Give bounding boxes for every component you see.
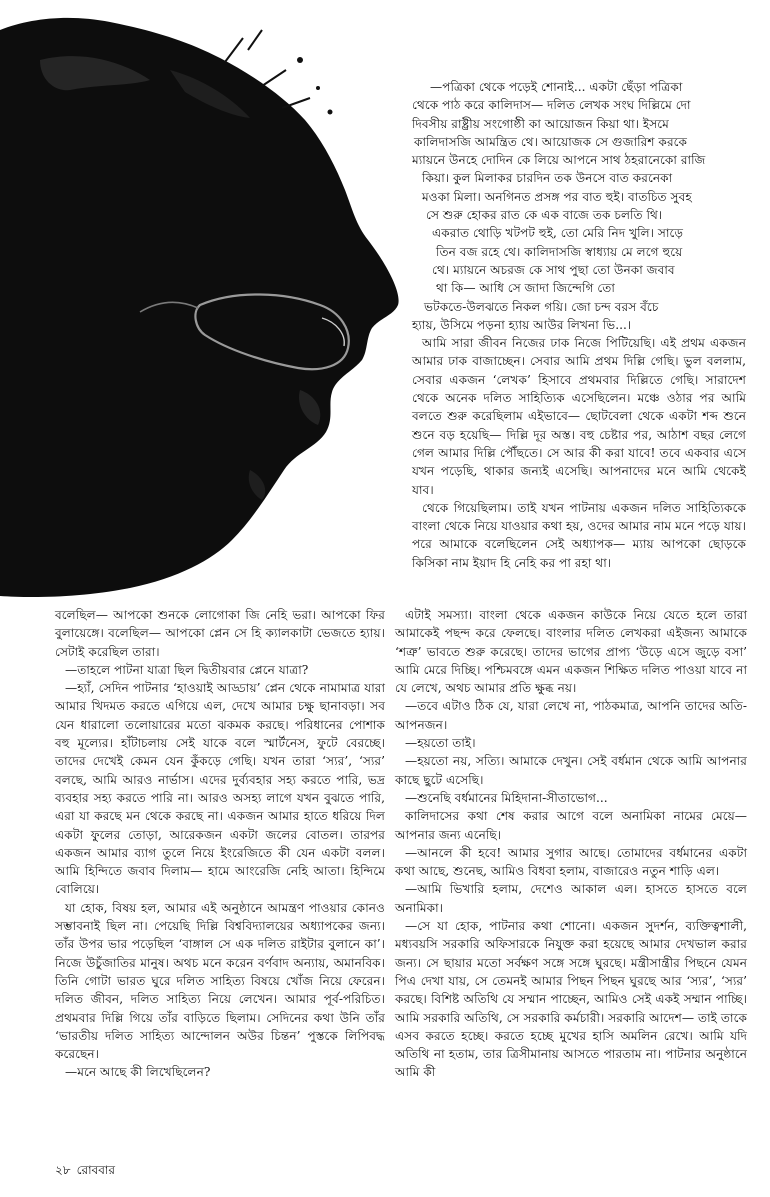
text-line: কিয়া। কুল মিলাকর চারদিন তক উনসে বাত করনেকা — [422, 171, 673, 186]
text-line: ম্যায়নে উনহে দোদিন কে লিয়ে আপনে সাথ ঠহরানেকো রাজি — [412, 153, 706, 168]
paragraph: —আমি ভিখারি হলাম, দেশেও আকাল এল। হাসতে হাসতে বলে অনামিকা। — [395, 882, 747, 915]
paragraph: —মনে আছে কী লিখেছিলেন? — [65, 1065, 211, 1080]
text-line: সে শুরু হোকর রাত কে এক বাজে তক চলতি থি। — [426, 208, 663, 223]
text-line: তিন বজ রহে থে। কালিদাসজি স্বাধ্যায় মে লগে হুয়ে — [436, 244, 683, 259]
article-column-left — [55, 606, 385, 1082]
magazine-name: রোববার — [76, 1163, 115, 1177]
paragraph: —সে যা হোক, পাটনার কথা শোনো। একজন সুদর্শন, ব্যক্তিত্বশালী, মধ্যবয়সি সরকারি অফিসারকে নিযুক্ত করা হয়েছে আমার দেখভাল করার জন্য। সে ছায়ার মতো সর্বক্ষণ সঙ্গে সঙ্গে ঘুরছে। মন্ত্রীসান্ত্রীর পিছনে যেমন পিএ দেখা যায়, সে তেমনই আমার পিছন পিছন ঘুরছে আর ‘স্যর’, ‘স্যর’ করছে। বিশিষ্ট অতিথি যে সম্মান পাচ্ছেন, আমিও সেই একই সম্মান পাচ্ছি। আমি সরকারি অতিথি, সে সরকারি কর্মচারী। সরকারি আদেশ— তাই তাকে এসব করতে হচ্ছে। করতে হচ্ছে মুখের হাসি অমলিন রেখে। আমি যদি অতিথি না হতাম, তার ত্রিসীমানায় আসতে পারতাম না। পাটনার অনুষ্ঠানে আমি কী — [395, 919, 747, 1080]
paragraph: —আনলে কী হবে! আমার সুগার আছে। তোমাদের বর্ধমানের একটা কথা আছে, শুনেছ, আমিও বিধবা হলাম, বাজারেও নতুন শাড়ি এল। — [395, 845, 747, 879]
paragraph: থেকে গিয়েছিলাম। তাই যখন পাটনায় একজন দলিত সাহিত্যিককে বাংলা থেকে নিয়ে যাওয়ার কথা হয়, ওদের আমার নাম মনে পড়ে যায়। পরে আমাকে বলেছিলেন সেই অধ্যাপক— ম্যায় আপকো ছোড়কে কিসিকা নাম ইয়াদ হি নেহি কর পা রহা থা। — [412, 500, 746, 570]
paragraph: —হয়তো তাই। — [405, 736, 476, 751]
paragraph: বলেছিল— আপকো শুনকে লোগোকা জি নেহি ভরা। আপকো ফির বুলায়েঙ্গে। বলেছিল— আপকো প্লেন সে হি ক্যালকাটা ভেজতে হ্যায়। সেটাই করেছিল তারা। — [55, 608, 385, 659]
text-line: থে। ম্যায়নে অচরজ কে সাথ পুছা তো উনকা জবাব — [432, 262, 675, 277]
text-line: মওকা মিলা। অনগিনত প্রসঙ্গ পর বাত হুই। বাতচিত সুবহ — [422, 189, 692, 204]
text-line: দিবসীয় রাষ্ট্রীয় সংগোষ্ঠী কা আয়োজন কিয়া থা। ইসমে — [412, 116, 669, 131]
text-line: কালিদাসজি আমন্ত্রিত থে। আয়োজক সে গুজারিশ করকে — [414, 134, 688, 149]
paragraph: —তাহলে পাটনা যাত্রা ছিল দ্বিতীয়বার প্লেনে যাত্রা? — [65, 662, 309, 677]
text-line: থা কি— আধি সে জাদা জিন্দেগি তো — [436, 281, 615, 296]
paragraph: —শুনেছি বর্ধমানের মিহিদানা-সীতাভোগ... — [405, 790, 608, 805]
shaped-paragraph-quote — [412, 78, 746, 334]
text-line: —পত্রিকা থেকে পড়েই শোনাই... একটা ছেঁড়া পত্রিকা — [430, 80, 683, 94]
text-line: হ্যায়, উসিমে পড়না হ্যায় আউর লিখনা ভি...। — [412, 317, 632, 332]
text-line: একরাত থোড়ি খটপট হুই, তো মেরি নিদ খুলি। সাড়ে — [432, 226, 684, 241]
paragraph: এটাই সমস্যা। বাংলা থেকে একজন কাউকে নিয়ে যেতে হলে তারা আমাকেই পছন্দ করে ফেলছে। বাংলার দলিত লেখকরা এইজন্য আমাকে ‘শত্রু’ ভাবতে শুরু করেছে। তাদের ভাগের প্রাপ্য ‘উড়ে এসে জুড়ে বসা’ আমি মেরে দিচ্ছি। পশ্চিমবঙ্গে এমন একজন শিক্ষিত দলিত পাওয়া যাবে না যে লেখে, অথচ আমার প্রতি ক্ষুব্ধ নয়। — [395, 608, 747, 696]
page-folio — [55, 1162, 121, 1182]
text-line: থেকে পাঠ করে কালিদাস— দলিত লেখক সংঘ দিল্লিমে দো — [412, 98, 691, 113]
paragraph: —হয়তো নয়, সত্যি। আমাকে দেখুন। সেই বর্ধমান থেকে আমি আপনার কাছে ছুটে এসেছি। — [395, 754, 747, 787]
article-column-right-top — [412, 78, 746, 572]
paragraph: আমি সারা জীবন নিজের ঢাক নিজে পিটিয়েছি। এই প্রথম একজন আমার ঢাক বাজাচ্ছেন। সেবার আমি প্রথম দিল্লি গেছি। ভুল বললাম, সেবার একজন ‘লেখক’ হিসাবে প্রথমবার দিল্লিতে গেছি। সারাদেশ থেকে অনেক দলিত সাহিত্যিক এসেছিলেন। মঞ্চে ওঠার পর আমি বলতে শুরু করেছিলাম এইভাবে— ছোটবেলা থেকে একটা শব্দ শুনে শুনে বড় হয়েছি— দিল্লি দূর অস্ত। বহু চেষ্টার পর, আঠাশ বছর লেগে গেল আমার দিল্লি পৌঁছতে। সে আর কী করা যাবে! তবে একবার এসে যখন পড়েছি, থাকার জন্যই এসেছি। আপনাদের মনে আমি থেকেই যাব। — [412, 336, 746, 497]
paragraph: —হ্যাঁ, সেদিন পাটনার ‘হাওয়াই আড্ডায়’ প্লেন থেকে নামামাত্র যারা আমার খিদমত করতে এগিয়ে এল, দেখে আমার চক্ষু ছানাবড়া। সব যেন ধারালো তলোয়ারের মতো ঝকমক করছে। পরিধানের পোশাক বহু মূল্যের। হাঁটাচলায় সেই যাকে বলে স্মার্টনেস, ফুটে বেরচ্ছে। তাদের দেখেই কেমন যেন কুঁকড়ে গেছি। যখন তারা ‘স্যর’, ‘স্যর’ বলছে, আমি আরও নার্ভাস। এদের দুর্ব্যবহার সহ্য করতে পারি, ভদ্র ব্যবহার সহ্য করতে পারি না। আরও অসহ্য লাগে যখন বুঝতে পারি, এরা যা করছে মন থেকে করছে না। একজন আমার হাতে ধরিয়ে দিল একটা ফুলের তোড়া, আরেকজন একটা জলের বোতল। তারপর একজন আমার ব্যাগ তুলে নিয়ে ইংরেজিতে কী যেন একটা বলল। আমি হিন্দিতে জবাব দিলাম— হামে আংরেজি নেহি আতা। হিন্দিমে বোলিয়ে। — [55, 681, 385, 897]
paragraph: —তবে এটাও ঠিক যে, যারা লেখে না, পাঠকমাত্র, আপনি তাদের অতি-আপনজন। — [395, 699, 747, 732]
paragraph: কালিদাসের কথা শেষ করার আগে বলে অনামিকা নামের মেয়ে— আপনার জন্য এনেছি। — [395, 809, 747, 842]
page-number: ২৮ — [55, 1163, 71, 1177]
article-column-right-bottom — [395, 606, 747, 1082]
paragraph: যা হোক, বিষয় হল, আমার এই অনুষ্ঠানে আমন্ত্রণ পাওয়ার কোনও সম্ভাবনাই ছিল না। পেয়েছি দিল্লি বিশ্ববিদ্যালয়ের অধ্যাপকের জন্য। তাঁর উপর ভার পড়েছিল ‘বাঙ্গাল সে এক দলিত রাইটার বুলানে কা’। নিজে উচুঁজাতির মানুষ। অথচ মনে করেন বর্ণবাদ অন্যায়, অমানবিক। তিনি গোটা ভারত ঘুরে দলিত সাহিত্য বিষয়ে খোঁজ নিয়ে ফেরেন। দলিত জীবন, দলিত সাহিত্য নিয়ে লেখেন। আমার পূর্ব-পরিচিত। প্রথমবার দিল্লি গিয়ে তাঁর বাড়িতে ছিলাম। সেদিনের কথা উনি তাঁর ‘ভারতীয় দলিত সাহিত্য আন্দোলন অউর চিন্তন’ পুস্তকে লিপিবদ্ধ করেছেন। — [55, 900, 385, 1062]
text-line: ভটকতে-উলঝতে নিকল গয়ি। জো চন্দ বরস বঁচে — [424, 299, 659, 314]
silhouette-portrait-illustration — [0, 0, 420, 600]
